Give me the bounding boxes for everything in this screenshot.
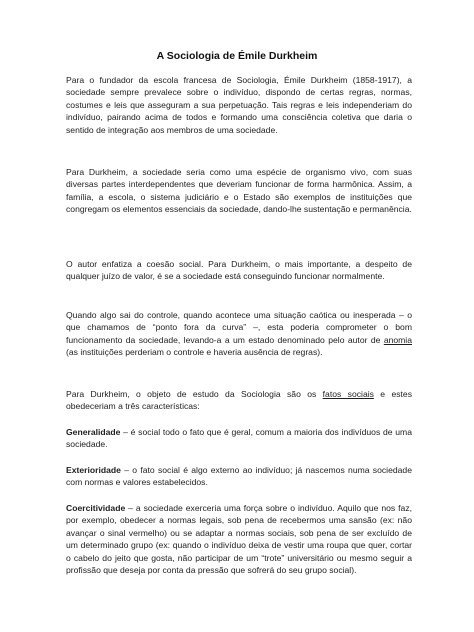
generalidade-text: – é social todo o fato que é geral, comum a maioria dos indivíduos de uma sociedade. xyxy=(66,427,412,450)
paragraph-social-facts-before: Para Durkheim, o objeto de estudo da Sociologia são os xyxy=(66,389,323,399)
paragraph-intro xyxy=(66,74,412,136)
paragraph-anomia-text-after: (as instituições perderiam o controle e haveria ausência de regras). xyxy=(66,347,323,358)
anomia-link[interactable]: anomia xyxy=(383,334,412,345)
coercitividade-text: – a sociedade exerceria uma força sobre o indivíduo. Aquilo que nos faz, por exemplo, obedecer a normas legais, sob pena de recebermos uma sansão (ex: não avançar o sinal vermelho) ou se adaptar a normas sociais, sob pena de ser excluído de um determinado grupo (ex: quando o indivíduo deixa de vestir uma roupa que quer, cortar o cabelo do jeito que gosta, não participar de um “trote” universitário ou mesmo seguir a profissão que deseja por conta da pressão que sofrerá do seu grupo social). xyxy=(66,503,412,576)
paragraph-exterioridade xyxy=(66,464,412,489)
paragraph-social-facts xyxy=(66,388,412,413)
paragraph-anomia-text-before: Quando algo sai do controle, quando acontece uma situação caótica ou inesperada – o que chamamos de “ponto fora da curva” –, esta poderia comprometer o bom funcionamento da sociedade, levando-a a um estado denominado pelo autor de xyxy=(66,310,412,345)
exterioridade-text: – o fato social é algo externo ao indivíduo; já nascemos numa sociedade com normas e valores estabelecidos. xyxy=(66,465,412,488)
paragraph-anomia xyxy=(66,309,412,359)
fatos-sociais-link[interactable]: fatos sociais xyxy=(322,389,374,399)
paragraph-organism xyxy=(66,166,412,216)
term-generalidade: Generalidade xyxy=(66,427,121,437)
paragraph-organism-text: Para Durkheim, a sociedade seria como uma espécie de organismo vivo, com suas diversas partes interdependentes que deveriam funcionar de forma harmônica. Assim, a família, a escola, o sistema judiciário e o Estado são exemplos de instituições que congregam os elementos essenciais da sociedade, dando-lhe sustentação e permanência. xyxy=(66,167,412,215)
paragraph-intro-text: Para o fundador da escola francesa de Sociologia, Émile Durkheim (1858-1917), a sociedade sempre prevalece sobre o indivíduo, dispondo de certas regras, normas, costumes e leis que asseguram a sua perpetuação. Tais regras e leis independeriam do indivíduo, pairando acima de todos e formando uma consciência coletiva que daria o sentido de integração aos membros de uma sociedade. xyxy=(66,75,412,135)
paragraph-coercitividade xyxy=(66,502,412,576)
paragraph-social-facts-after: e estes obedeceriam a três características: xyxy=(66,389,412,412)
paragraph-cohesion xyxy=(66,258,412,283)
term-coercitividade: Coercitividade xyxy=(66,503,126,513)
document-title: A Sociologia de Émile Durkheim xyxy=(156,50,318,62)
paragraph-generalidade xyxy=(66,426,412,451)
paragraph-cohesion-text: O autor enfatiza a coesão social. Para Durkheim, o mais importante, a despeito de qualquer juízo de valor, é se a sociedade está conseguindo funcionar normalmente. xyxy=(66,259,412,282)
term-exterioridade: Exterioridade xyxy=(66,465,121,475)
